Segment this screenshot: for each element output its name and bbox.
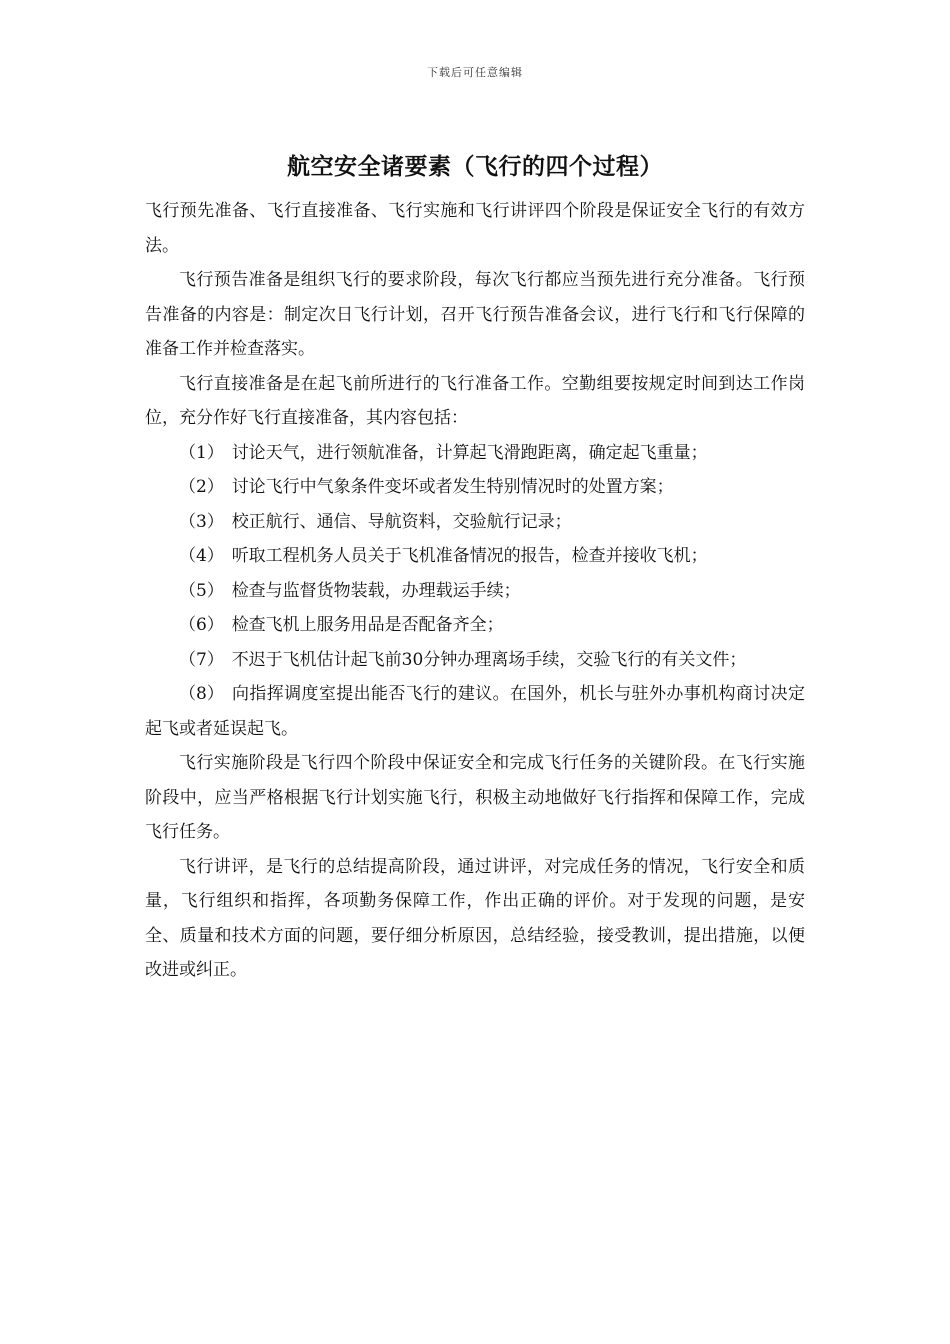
document-title: 航空安全诸要素（飞行的四个过程） [287,153,663,180]
document-body [145,194,805,988]
list-item [145,677,805,746]
list-item-number: （6） [179,615,224,635]
list-item-text: 讨论天气，进行领航准备，计算起飞滑跑距离，确定起飞重量； [231,442,708,463]
list-item-text: 校正航行、通信、导航资料，交验航行记录； [231,511,572,532]
list-item [145,436,805,471]
list-item-number: （7） [179,649,224,670]
list-item [145,643,805,678]
list-item-number: （3） [179,511,224,532]
page-header: 下载后可任意编辑 [427,66,523,79]
list-item [145,470,805,505]
list-item-text: 讨论飞行中气象条件变坏或者发生特别情况时的处置方案； [231,477,674,497]
list-item-number: （1） [179,442,224,463]
list-item [145,608,805,643]
list-item-text: 听取工程机务人员关于飞机准备情况的报告，检查并接收飞机； [231,546,708,566]
flight-review-paragraph: 飞行讲评，是飞行的总结提高阶段，通过讲评，对完成任务的情况，飞行安全和质量，飞行组织和指挥，各项勤务保障工作，作出正确的评价。对于发现的问题，是安全、质量和技术方面的问题，要仔细分析原因，总结经验，接受教训，提出措施，以便改进或纠正。 [145,856,805,980]
list-item-text: 不迟于飞机估计起飞前30分钟办理离场手续，交验飞行的有关文件； [231,649,747,670]
direct-preparation-paragraph: 飞行直接准备是在起飞前所进行的飞行准备工作。空勤组要按规定时间到达工作岗位，充分作好飞行直接准备，其内容包括： [145,373,805,428]
list-item-text: 检查与监督货物装载，办理载运手续； [231,580,521,601]
list-item [145,539,805,574]
list-item [145,574,805,609]
list-item-text: 检查飞机上服务用品是否配备齐全； [231,615,504,635]
list-item-text: 向指挥调度室提出能否飞行的建议。在国外，机长与驻外办事机构商讨决定起飞或者延误起飞。 [145,684,805,739]
list-item-number: （4） [179,546,224,566]
list-item [145,505,805,540]
list-item-number: （5） [179,580,224,601]
list-item-number: （2） [179,477,224,497]
pre-flight-paragraph: 飞行预告准备是组织飞行的要求阶段，每次飞行都应当预先进行充分准备。飞行预告准备的内容是：制定次日飞行计划，召开飞行预告准备会议，进行飞行和飞行保障的准备工作并检查落实。 [145,270,805,359]
intro-paragraph: 飞行预先准备、飞行直接准备、飞行实施和飞行讲评四个阶段是保证安全飞行的有效方法。 [145,201,805,256]
flight-execution-paragraph: 飞行实施阶段是飞行四个阶段中保证安全和完成飞行任务的关键阶段。在飞行实施阶段中，应当严格根据飞行计划实施飞行，积极主动地做好飞行指挥和保障工作，完成飞行任务。 [145,753,805,842]
list-item-number: （8） [179,684,224,704]
